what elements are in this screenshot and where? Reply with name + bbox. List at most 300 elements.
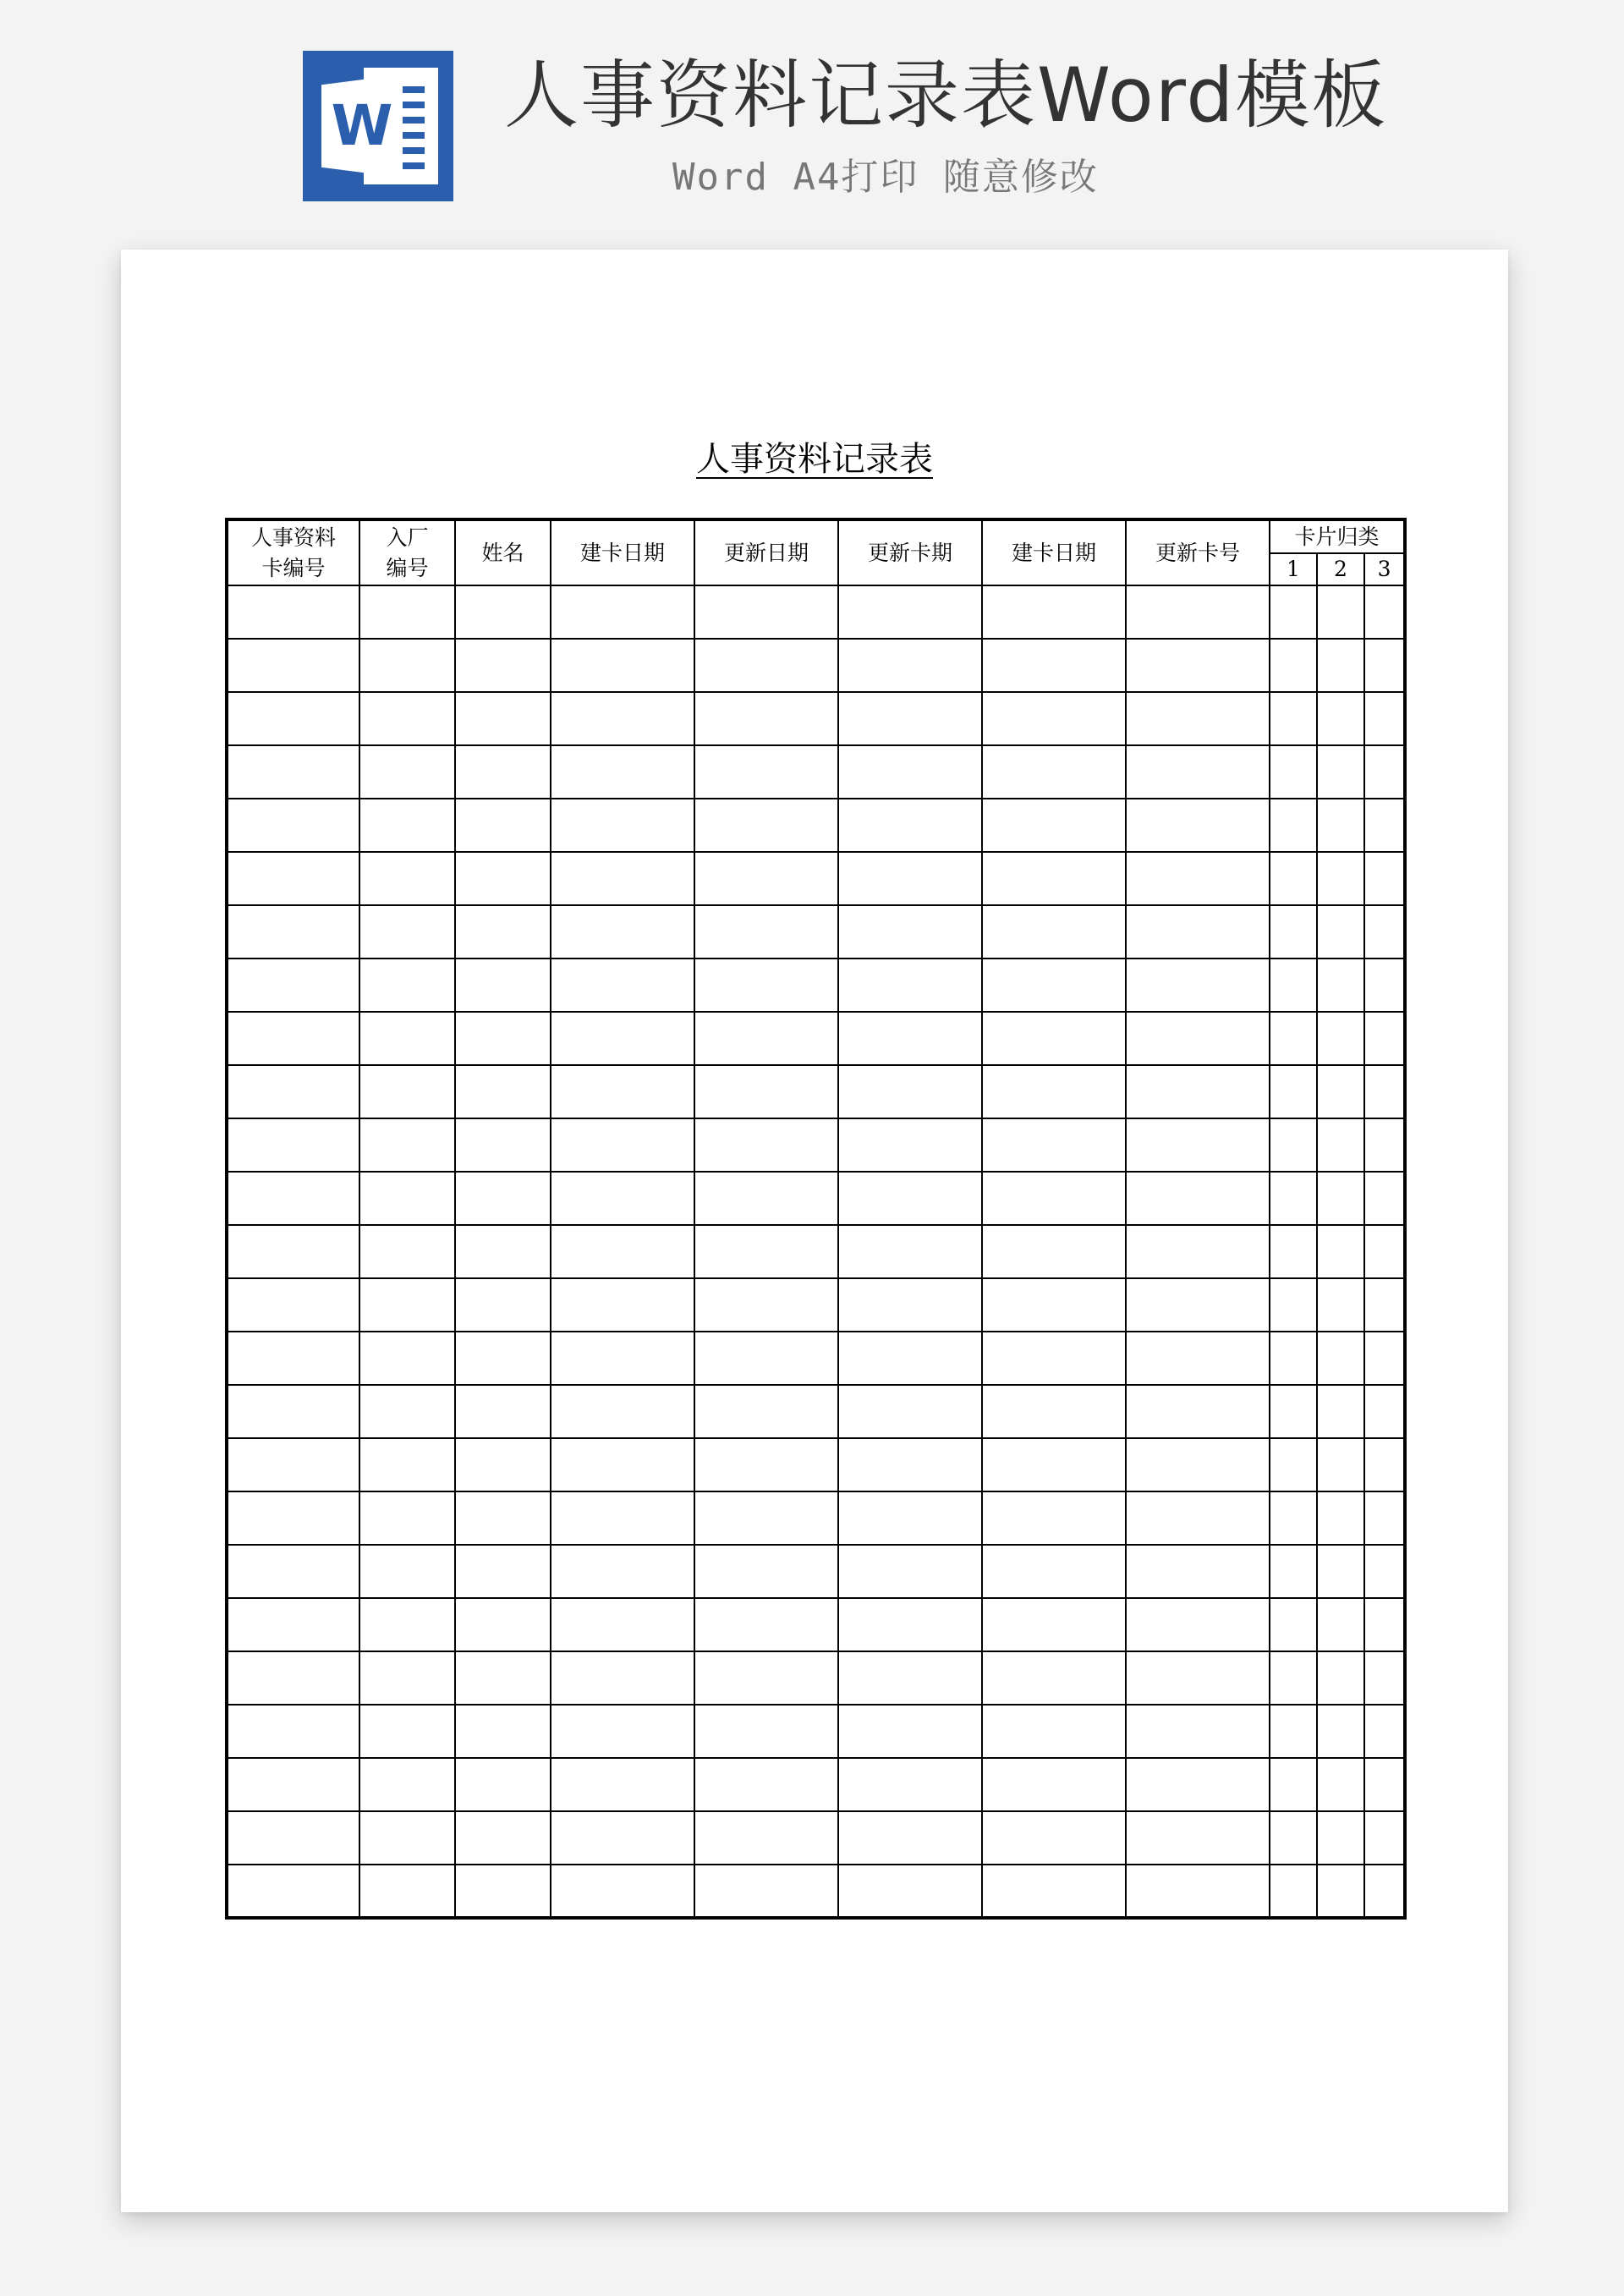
table-cell[interactable]: [1270, 1172, 1317, 1225]
table-cell[interactable]: [1317, 1012, 1364, 1065]
table-cell[interactable]: [227, 692, 359, 745]
table-cell[interactable]: [1270, 1598, 1317, 1651]
table-cell[interactable]: [982, 1705, 1126, 1758]
table-cell[interactable]: [982, 585, 1126, 639]
table-cell[interactable]: [982, 1118, 1126, 1172]
table-cell[interactable]: [982, 1491, 1126, 1545]
table-cell[interactable]: [694, 745, 838, 799]
table-cell[interactable]: [982, 1332, 1126, 1385]
table-cell[interactable]: [455, 1332, 551, 1385]
table-cell[interactable]: [982, 639, 1126, 692]
table-cell[interactable]: [838, 1118, 982, 1172]
table-cell[interactable]: [982, 799, 1126, 852]
table-cell[interactable]: [551, 852, 694, 905]
table-cell[interactable]: [455, 1012, 551, 1065]
table-cell[interactable]: [1364, 1332, 1405, 1385]
table-cell[interactable]: [227, 905, 359, 958]
table-cell[interactable]: [1126, 1865, 1270, 1918]
table-row: [227, 1705, 1405, 1758]
table-cell[interactable]: [982, 958, 1126, 1012]
table-cell[interactable]: [1270, 1545, 1317, 1598]
table-cell[interactable]: [359, 1598, 455, 1651]
table-cell[interactable]: [1126, 745, 1270, 799]
table-cell[interactable]: [1317, 958, 1364, 1012]
table-cell[interactable]: [551, 1811, 694, 1865]
table-cell[interactable]: [1270, 1118, 1317, 1172]
header-category-1: 1: [1270, 553, 1317, 585]
table-row: [227, 1545, 1405, 1598]
table-cell[interactable]: [1126, 1598, 1270, 1651]
table-cell[interactable]: [455, 905, 551, 958]
table-cell[interactable]: [1270, 958, 1317, 1012]
table-cell[interactable]: [1126, 852, 1270, 905]
table-cell[interactable]: [982, 1651, 1126, 1705]
table-cell[interactable]: [1317, 1065, 1364, 1118]
table-cell[interactable]: [227, 1598, 359, 1651]
banner-subtitle: Word A4打印 随意修改: [672, 156, 1099, 199]
table-cell[interactable]: [838, 799, 982, 852]
table-cell[interactable]: [1126, 1811, 1270, 1865]
table-cell[interactable]: [1270, 1811, 1317, 1865]
table-cell[interactable]: [1364, 1811, 1405, 1865]
table-cell[interactable]: [1270, 1012, 1317, 1065]
table-cell[interactable]: [694, 692, 838, 745]
table-cell[interactable]: [694, 1758, 838, 1811]
table-cell[interactable]: [1317, 1225, 1364, 1278]
table-cell[interactable]: [694, 1118, 838, 1172]
table-cell[interactable]: [1126, 585, 1270, 639]
table-cell[interactable]: [551, 1172, 694, 1225]
table-cell[interactable]: [1317, 1651, 1364, 1705]
table-cell[interactable]: [838, 958, 982, 1012]
table-cell[interactable]: [359, 1012, 455, 1065]
table-cell[interactable]: [694, 1651, 838, 1705]
document-title: [121, 436, 1508, 483]
table-cell[interactable]: [982, 1811, 1126, 1865]
table-cell[interactable]: [455, 585, 551, 639]
table-cell[interactable]: [455, 1278, 551, 1332]
word-letter: W: [331, 93, 393, 158]
table-row: [227, 905, 1405, 958]
table-cell[interactable]: [551, 1118, 694, 1172]
table-cell[interactable]: [227, 958, 359, 1012]
table-cell[interactable]: [1270, 1065, 1317, 1118]
table-cell[interactable]: [1270, 585, 1317, 639]
table-cell[interactable]: [227, 1385, 359, 1438]
banner-title: 人事资料记录表Word模板: [504, 52, 1388, 139]
table-cell[interactable]: [1317, 1385, 1364, 1438]
table-cell[interactable]: [838, 1278, 982, 1332]
table-cell[interactable]: [694, 1225, 838, 1278]
table-cell[interactable]: [227, 1225, 359, 1278]
table-cell[interactable]: [551, 692, 694, 745]
table-cell[interactable]: [1364, 1065, 1405, 1118]
table-cell[interactable]: [694, 585, 838, 639]
table-cell[interactable]: [551, 1865, 694, 1918]
table-cell[interactable]: [1270, 1705, 1317, 1758]
table-cell[interactable]: [838, 1065, 982, 1118]
table-cell[interactable]: [838, 1545, 982, 1598]
table-cell[interactable]: [982, 1012, 1126, 1065]
table-cell[interactable]: [455, 1865, 551, 1918]
table-cell[interactable]: [982, 1225, 1126, 1278]
table-cell[interactable]: [359, 852, 455, 905]
table-cell[interactable]: [359, 1705, 455, 1758]
table-cell[interactable]: [227, 1065, 359, 1118]
table-cell[interactable]: [838, 1811, 982, 1865]
table-row: [227, 692, 1405, 745]
table-cell[interactable]: [359, 905, 455, 958]
table-cell[interactable]: [455, 958, 551, 1012]
table-cell[interactable]: [1364, 1865, 1405, 1918]
table-cell[interactable]: [1317, 1598, 1364, 1651]
table-cell[interactable]: [227, 1545, 359, 1598]
table-cell[interactable]: [694, 1598, 838, 1651]
table-cell[interactable]: [227, 1865, 359, 1918]
table-cell[interactable]: [982, 1865, 1126, 1918]
table-cell[interactable]: [227, 1811, 359, 1865]
table-cell[interactable]: [359, 1278, 455, 1332]
table-cell[interactable]: [694, 1332, 838, 1385]
table-cell[interactable]: [227, 1651, 359, 1705]
table-cell[interactable]: [1270, 1385, 1317, 1438]
table-cell[interactable]: [455, 1491, 551, 1545]
table-cell[interactable]: [694, 639, 838, 692]
table-cell[interactable]: [1364, 1438, 1405, 1491]
table-cell[interactable]: [359, 1651, 455, 1705]
table-cell[interactable]: [1364, 639, 1405, 692]
table-cell[interactable]: [551, 1491, 694, 1545]
table-cell[interactable]: [455, 1225, 551, 1278]
table-cell[interactable]: [1364, 1598, 1405, 1651]
table-cell[interactable]: [1317, 1491, 1364, 1545]
table-cell[interactable]: [1317, 1172, 1364, 1225]
table-row: [227, 1651, 1405, 1705]
table-cell[interactable]: [694, 1811, 838, 1865]
table-cell[interactable]: [838, 1172, 982, 1225]
table-cell[interactable]: [982, 1065, 1126, 1118]
table-cell[interactable]: [838, 1705, 982, 1758]
table-cell[interactable]: [455, 1438, 551, 1491]
table-cell[interactable]: [1317, 1705, 1364, 1758]
table-cell[interactable]: [1126, 639, 1270, 692]
table-cell[interactable]: [551, 958, 694, 1012]
table-cell[interactable]: [455, 639, 551, 692]
table-cell[interactable]: [838, 692, 982, 745]
table-cell[interactable]: [694, 1865, 838, 1918]
table-cell[interactable]: [551, 1705, 694, 1758]
table-cell[interactable]: [227, 1012, 359, 1065]
table-cell[interactable]: [359, 958, 455, 1012]
table-cell[interactable]: [1270, 745, 1317, 799]
table-cell[interactable]: [455, 1598, 551, 1651]
table-cell[interactable]: [694, 1545, 838, 1598]
header-category-2: 2: [1317, 553, 1364, 585]
table-cell[interactable]: [694, 905, 838, 958]
table-cell[interactable]: [1126, 1385, 1270, 1438]
table-cell[interactable]: [838, 1438, 982, 1491]
table-cell[interactable]: [455, 1065, 551, 1118]
table-cell[interactable]: [455, 1385, 551, 1438]
table-cell[interactable]: [1364, 1545, 1405, 1598]
table-cell[interactable]: [551, 1438, 694, 1491]
table-cell[interactable]: [551, 1278, 694, 1332]
table-cell[interactable]: [1317, 799, 1364, 852]
table-cell[interactable]: [1364, 585, 1405, 639]
table-cell[interactable]: [359, 1118, 455, 1172]
table-cell[interactable]: [1364, 1385, 1405, 1438]
table-cell[interactable]: [1126, 1012, 1270, 1065]
table-cell[interactable]: [1364, 1172, 1405, 1225]
table-cell[interactable]: [694, 1705, 838, 1758]
table-cell[interactable]: [359, 745, 455, 799]
table-cell[interactable]: [1270, 1758, 1317, 1811]
table-cell[interactable]: [1270, 1651, 1317, 1705]
table-cell[interactable]: [1126, 1491, 1270, 1545]
table-cell[interactable]: [227, 1491, 359, 1545]
table-cell[interactable]: [838, 1332, 982, 1385]
table-cell[interactable]: [551, 905, 694, 958]
table-cell[interactable]: [694, 1172, 838, 1225]
table-cell[interactable]: [1317, 852, 1364, 905]
table-cell[interactable]: [838, 1225, 982, 1278]
table-cell[interactable]: [359, 1811, 455, 1865]
table-cell[interactable]: [455, 745, 551, 799]
table-cell[interactable]: [551, 1545, 694, 1598]
table-cell[interactable]: [1126, 1705, 1270, 1758]
table-cell[interactable]: [227, 1758, 359, 1811]
table-cell[interactable]: [1364, 1651, 1405, 1705]
table-cell[interactable]: [1270, 692, 1317, 745]
table-cell[interactable]: [838, 1865, 982, 1918]
table-cell[interactable]: [359, 1332, 455, 1385]
table-cell[interactable]: [1364, 1118, 1405, 1172]
table-cell[interactable]: [1126, 1065, 1270, 1118]
table-cell[interactable]: [455, 1118, 551, 1172]
table-cell[interactable]: [227, 1705, 359, 1758]
table-cell[interactable]: [455, 1758, 551, 1811]
table-cell[interactable]: [1270, 1225, 1317, 1278]
table-cell[interactable]: [551, 1065, 694, 1118]
table-cell[interactable]: [982, 692, 1126, 745]
header-update-card: 更新卡期: [838, 519, 982, 585]
table-cell[interactable]: [838, 1758, 982, 1811]
table-cell[interactable]: [359, 1385, 455, 1438]
table-cell[interactable]: [694, 1012, 838, 1065]
table-cell[interactable]: [551, 745, 694, 799]
table-cell[interactable]: [838, 905, 982, 958]
table-cell[interactable]: [227, 639, 359, 692]
table-cell[interactable]: [1317, 1545, 1364, 1598]
table-cell[interactable]: [838, 1012, 982, 1065]
table-cell[interactable]: [455, 1545, 551, 1598]
table-cell[interactable]: [1317, 1438, 1364, 1491]
table-cell[interactable]: [1126, 1225, 1270, 1278]
table-cell[interactable]: [359, 1438, 455, 1491]
header-card-no-line-2: 卡编号: [261, 555, 326, 580]
table-cell[interactable]: [1126, 905, 1270, 958]
table-cell[interactable]: [1317, 639, 1364, 692]
table-cell[interactable]: [551, 1758, 694, 1811]
table-cell[interactable]: [1270, 1278, 1317, 1332]
table-cell[interactable]: [1126, 1545, 1270, 1598]
table-cell[interactable]: [838, 1598, 982, 1651]
table-cell[interactable]: [838, 585, 982, 639]
table-cell[interactable]: [359, 1225, 455, 1278]
table-cell[interactable]: [1270, 799, 1317, 852]
table-cell[interactable]: [227, 852, 359, 905]
table-cell[interactable]: [838, 1385, 982, 1438]
table-cell[interactable]: [359, 1545, 455, 1598]
table-cell[interactable]: [982, 1598, 1126, 1651]
table-cell[interactable]: [1317, 905, 1364, 958]
table-row: [227, 1225, 1405, 1278]
table-cell[interactable]: [359, 585, 455, 639]
table-cell[interactable]: [1364, 745, 1405, 799]
table-cell[interactable]: [455, 799, 551, 852]
table-cell[interactable]: [1270, 852, 1317, 905]
table-cell[interactable]: [694, 1278, 838, 1332]
table-cell[interactable]: [1126, 1758, 1270, 1811]
table-cell[interactable]: [694, 852, 838, 905]
table-cell[interactable]: [359, 799, 455, 852]
table-cell[interactable]: [359, 1865, 455, 1918]
table-cell[interactable]: [227, 1118, 359, 1172]
table-cell[interactable]: [1364, 1705, 1405, 1758]
table-cell[interactable]: [551, 639, 694, 692]
table-cell[interactable]: [359, 1491, 455, 1545]
table-cell[interactable]: [455, 692, 551, 745]
table-cell[interactable]: [838, 1651, 982, 1705]
table-cell[interactable]: [1317, 1758, 1364, 1811]
table-cell[interactable]: [1317, 1811, 1364, 1865]
table-cell[interactable]: [551, 1598, 694, 1651]
table-cell[interactable]: [694, 958, 838, 1012]
table-cell[interactable]: [694, 799, 838, 852]
table-cell[interactable]: [227, 1332, 359, 1385]
table-cell[interactable]: [1364, 958, 1405, 1012]
table-cell[interactable]: [982, 745, 1126, 799]
table-cell[interactable]: [551, 1012, 694, 1065]
table-cell[interactable]: [227, 585, 359, 639]
table-cell[interactable]: [1364, 1225, 1405, 1278]
table-cell[interactable]: [455, 1172, 551, 1225]
table-cell[interactable]: [1126, 1332, 1270, 1385]
record-table: [225, 518, 1407, 1920]
table-cell[interactable]: [982, 852, 1126, 905]
table-cell[interactable]: [838, 745, 982, 799]
table-cell[interactable]: [1317, 1118, 1364, 1172]
table-cell[interactable]: [1317, 692, 1364, 745]
table-cell[interactable]: [1126, 1118, 1270, 1172]
table-cell[interactable]: [359, 639, 455, 692]
table-cell[interactable]: [551, 799, 694, 852]
table-cell[interactable]: [551, 1332, 694, 1385]
table-row: [227, 639, 1405, 692]
table-cell[interactable]: [1126, 1438, 1270, 1491]
table-cell[interactable]: [1317, 745, 1364, 799]
table-cell[interactable]: [1364, 1758, 1405, 1811]
table-cell[interactable]: [982, 905, 1126, 958]
table-cell[interactable]: [1126, 799, 1270, 852]
header-update-date: 更新日期: [694, 519, 838, 585]
table-cell[interactable]: [551, 585, 694, 639]
table-cell[interactable]: [1126, 692, 1270, 745]
table-cell[interactable]: [359, 1172, 455, 1225]
table-cell[interactable]: [1126, 1651, 1270, 1705]
table-cell[interactable]: [694, 1491, 838, 1545]
table-cell[interactable]: [227, 1438, 359, 1491]
table-cell[interactable]: [694, 1438, 838, 1491]
table-cell[interactable]: [359, 692, 455, 745]
table-cell[interactable]: [1317, 585, 1364, 639]
table-cell[interactable]: [982, 1438, 1126, 1491]
table-cell[interactable]: [1364, 692, 1405, 745]
table-cell[interactable]: [1317, 1332, 1364, 1385]
table-cell[interactable]: [1364, 1278, 1405, 1332]
table-cell[interactable]: [1270, 1865, 1317, 1918]
word-app-icon: [303, 51, 453, 201]
table-cell[interactable]: [1270, 905, 1317, 958]
table-cell[interactable]: [1364, 852, 1405, 905]
table-cell[interactable]: [838, 639, 982, 692]
table-cell[interactable]: [1270, 1438, 1317, 1491]
table-cell[interactable]: [227, 799, 359, 852]
table-cell[interactable]: [227, 1278, 359, 1332]
table-cell[interactable]: [359, 1065, 455, 1118]
table-cell[interactable]: [551, 1651, 694, 1705]
table-cell[interactable]: [1317, 1865, 1364, 1918]
table-cell[interactable]: [1126, 1278, 1270, 1332]
table-cell[interactable]: [227, 1172, 359, 1225]
header-create-date: 建卡日期: [551, 519, 694, 585]
table-cell[interactable]: [455, 1811, 551, 1865]
header-update-card-no: 更新卡号: [1126, 519, 1270, 585]
table-cell[interactable]: [455, 1705, 551, 1758]
table-cell[interactable]: [982, 1278, 1126, 1332]
table-cell[interactable]: [1364, 1491, 1405, 1545]
table-cell[interactable]: [1317, 1278, 1364, 1332]
table-cell[interactable]: [1270, 1491, 1317, 1545]
table-cell[interactable]: [1364, 905, 1405, 958]
header-card-category: 卡片归类: [1270, 519, 1405, 553]
table-cell[interactable]: [694, 1385, 838, 1438]
table-row: [227, 1598, 1405, 1651]
table-cell[interactable]: [982, 1545, 1126, 1598]
table-cell[interactable]: [694, 1065, 838, 1118]
table-cell[interactable]: [1364, 799, 1405, 852]
table-cell[interactable]: [227, 745, 359, 799]
table-cell[interactable]: [1270, 639, 1317, 692]
table-cell[interactable]: [1270, 1332, 1317, 1385]
table-cell[interactable]: [1126, 1172, 1270, 1225]
table-cell[interactable]: [455, 1651, 551, 1705]
table-cell[interactable]: [982, 1758, 1126, 1811]
table-cell[interactable]: [1364, 1012, 1405, 1065]
table-row: [227, 1172, 1405, 1225]
table-cell[interactable]: [551, 1385, 694, 1438]
table-cell[interactable]: [982, 1172, 1126, 1225]
table-cell[interactable]: [838, 1491, 982, 1545]
table-cell[interactable]: [982, 1385, 1126, 1438]
table-cell[interactable]: [838, 852, 982, 905]
table-cell[interactable]: [551, 1225, 694, 1278]
table-cell[interactable]: [1126, 958, 1270, 1012]
header-entry-no-line-2: 编号: [386, 555, 429, 580]
table-row: [227, 1438, 1405, 1491]
table-cell[interactable]: [359, 1758, 455, 1811]
table-cell[interactable]: [455, 852, 551, 905]
